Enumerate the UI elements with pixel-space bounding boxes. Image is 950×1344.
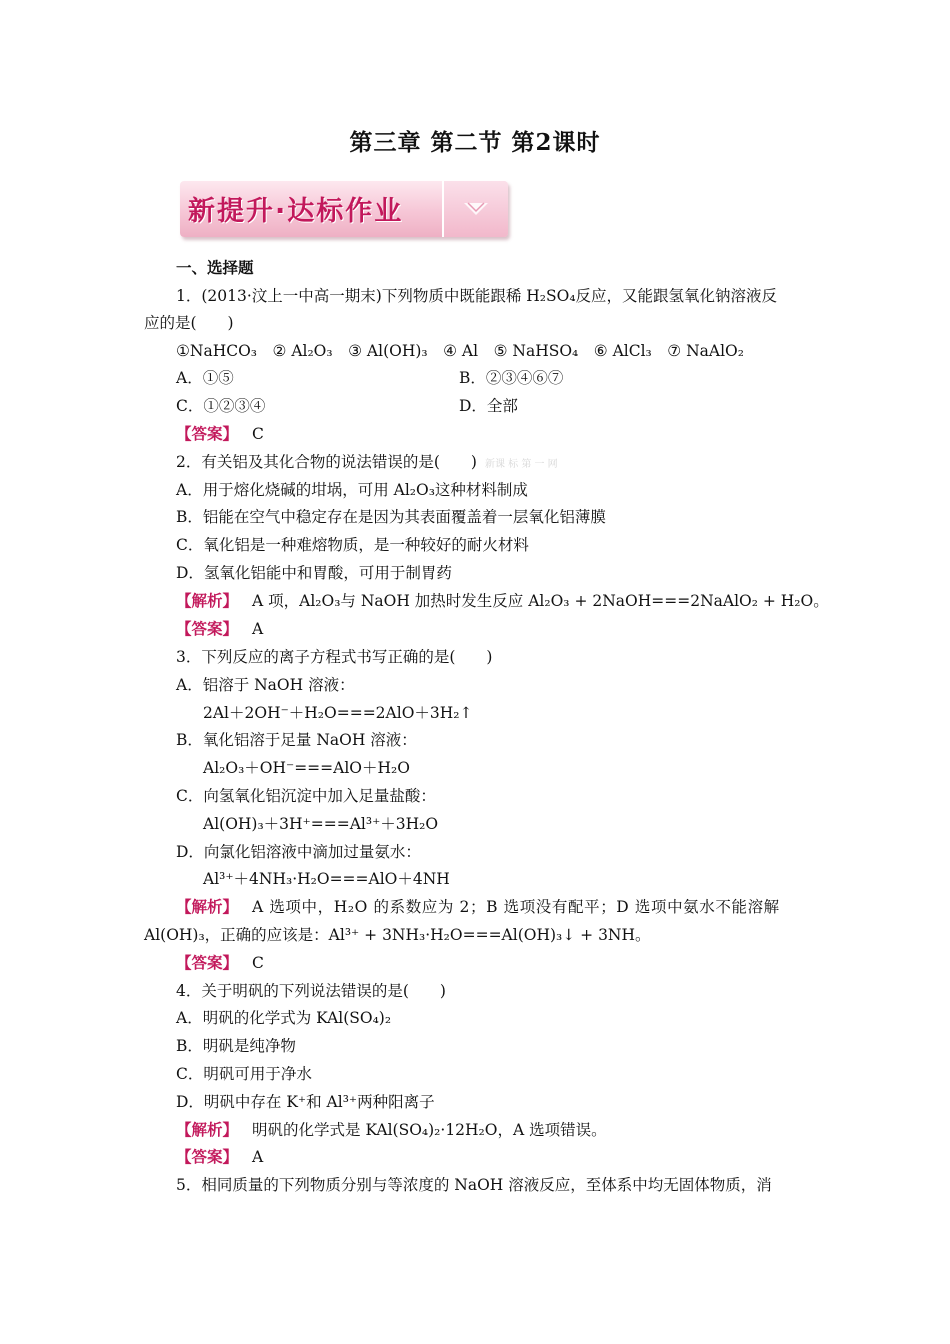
analysis-tag: 【解析】 bbox=[176, 897, 239, 916]
q1-answer: C bbox=[252, 425, 264, 443]
q3-analysis-line2: Al(OH)₃，正确的应该是：Al³⁺ + 3NH₃·H₂O===Al(OH)₃↓ + 3NH。 bbox=[144, 926, 651, 944]
q1-answer-row bbox=[176, 424, 264, 444]
q2-option-a: A．用于熔化烧碱的坩埚，可用 Al₂O₃这种材料制成 bbox=[176, 481, 528, 499]
q1-option-a: A．①⑤ bbox=[176, 369, 234, 387]
q2-answer: A bbox=[252, 620, 264, 638]
q3-option-d: D．向氯化铝溶液中滴加过量氨水： bbox=[176, 843, 421, 861]
q1-option-b: B．②③④⑥⑦ bbox=[459, 369, 564, 387]
answer-tag: 【答案】 bbox=[176, 1147, 239, 1166]
q3-option-a: A．铝溶于 NaOH 溶液： bbox=[176, 676, 355, 694]
q3-analysis-line1: A 选项中，H₂O 的系数应为 2；B 选项没有配平；D 选项中氨水不能溶解 bbox=[252, 898, 780, 916]
banner bbox=[180, 181, 508, 237]
q4-analysis: 明矾的化学式是 KAl(SO₄)₂·12H₂O，A 选项错误。 bbox=[252, 1121, 607, 1139]
banner-tab bbox=[442, 181, 508, 237]
q2-answer-row bbox=[176, 619, 263, 639]
answer-tag: 【答案】 bbox=[176, 953, 239, 972]
q5-stem: 5．相同质量的下列物质分别与等浓度的 NaOH 溶液反应，至体系中均无固体物质，消 bbox=[176, 1176, 772, 1194]
q2-option-d: D．氢氧化铝能中和胃酸，可用于制胃药 bbox=[176, 564, 452, 582]
q4-stem: 4．关于明矾的下列说法错误的是( ) bbox=[176, 982, 446, 1000]
chevron-down-icon bbox=[462, 199, 490, 219]
q1-items: ①NaHCO₃ ② Al₂O₃ ③ Al(OH)₃ ④ Al ⑤ NaHSO₄ ⑥ AlCl₃ ⑦ NaAlO₂ bbox=[176, 342, 744, 360]
q3-option-c: C．向氢氧化铝沉淀中加入足量盐酸： bbox=[176, 787, 436, 805]
q3-equation-c: Al(OH)₃＋3H⁺===Al³⁺＋3H₂O bbox=[203, 815, 439, 833]
q3-option-b: B．氧化铝溶于足量 NaOH 溶液： bbox=[176, 731, 417, 749]
answer-tag: 【答案】 bbox=[176, 424, 239, 443]
q4-option-a: A．明矾的化学式为 KAl(SO₄)₂ bbox=[176, 1009, 392, 1027]
q3-equation-b: Al₂O₃＋OH⁻===AlO＋H₂O bbox=[203, 759, 410, 777]
q4-answer-row bbox=[176, 1147, 263, 1167]
analysis-tag: 【解析】 bbox=[176, 1120, 239, 1139]
q3-analysis-row bbox=[176, 897, 780, 917]
q3-equation-d: Al³⁺＋4NH₃·H₂O===AlO＋4NH bbox=[203, 870, 450, 888]
q4-option-c: C．明矾可用于净水 bbox=[176, 1065, 312, 1083]
q1-stem-line1: 1．(2013·汶上一中高一期末)下列物质中既能跟稀 H₂SO₄反应，又能跟氢氧化钠溶液反 bbox=[176, 287, 778, 305]
q4-option-d: D．明矾中存在 K⁺和 Al³⁺两种阳离子 bbox=[176, 1093, 435, 1111]
q3-stem: 3．下列反应的离子方程式书写正确的是( ) bbox=[176, 648, 493, 666]
q1-option-d: D．全部 bbox=[459, 397, 518, 415]
q2-analysis: A 项，Al₂O₃与 NaOH 加热时发生反应 Al₂O₃ + 2NaOH===2NaAlO₂ + H₂O。 bbox=[252, 592, 829, 610]
analysis-tag: 【解析】 bbox=[176, 591, 239, 610]
banner-text: 新提升·达标作业 bbox=[188, 196, 404, 227]
q2-option-b: B．铝能在空气中稳定存在是因为其表面覆盖着一层氧化铝薄膜 bbox=[176, 508, 606, 526]
watermark: 新课 标 第 一 网 bbox=[484, 459, 558, 470]
q2-stem: 2．有关铝及其化合物的说法错误的是( ) bbox=[176, 453, 477, 471]
q3-answer: C bbox=[252, 954, 264, 972]
page-title: 第三章 第二节 第2课时 bbox=[349, 129, 601, 156]
q4-option-b: B．明矾是纯净物 bbox=[176, 1037, 296, 1055]
q4-answer: A bbox=[252, 1148, 264, 1166]
q2-stem-row bbox=[176, 452, 558, 475]
q1-option-c: C．①②③④ bbox=[176, 397, 266, 415]
q1-stem-line2: 应的是( ) bbox=[144, 314, 234, 332]
q4-analysis-row bbox=[176, 1120, 607, 1140]
q3-answer-row bbox=[176, 953, 264, 973]
section-heading: 一、选择题 bbox=[176, 258, 254, 277]
q2-analysis-row bbox=[176, 591, 829, 611]
q3-equation-a: 2Al＋2OH⁻＋H₂O===2AlO＋3H₂↑ bbox=[203, 704, 473, 722]
q2-option-c: C．氧化铝是一种难熔物质，是一种较好的耐火材料 bbox=[176, 536, 529, 554]
answer-tag: 【答案】 bbox=[176, 619, 239, 638]
